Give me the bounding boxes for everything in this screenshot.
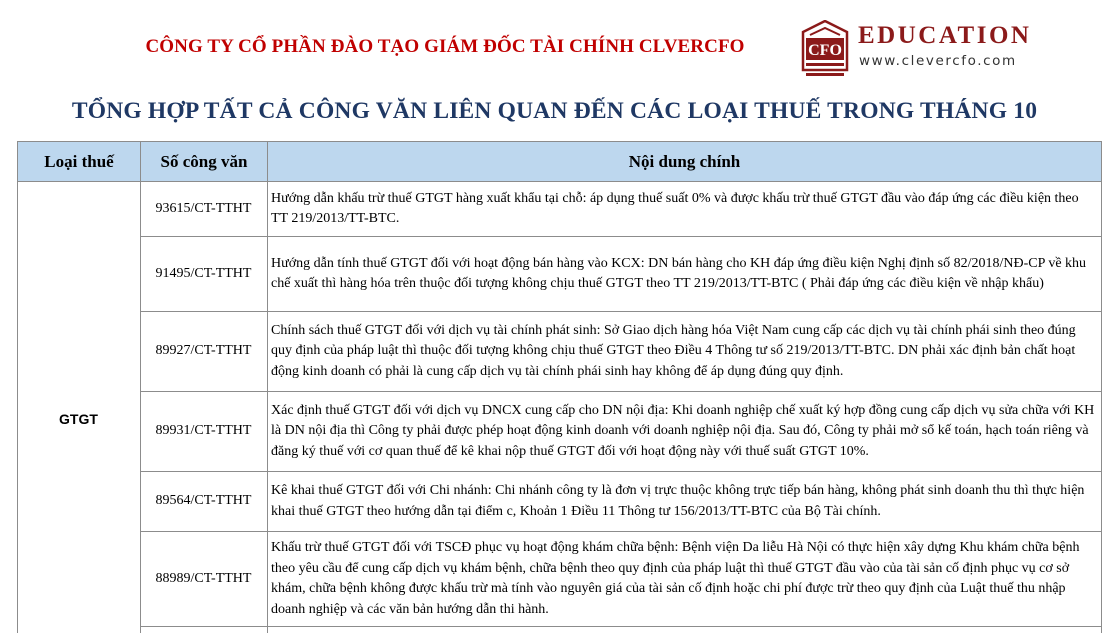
cfo-shield-logo-icon [800,20,850,78]
table-row [18,627,1102,633]
table-row [18,237,1102,312]
table-row [18,182,1102,237]
document-number-cell: 89931/CT-TTHT [141,392,268,472]
document-number-cell: 89927/CT-TTHT [141,312,268,392]
logo-url: www.clevercfo.com [859,53,1017,69]
document-number-cell: 88989/CT-TTHT [141,532,268,627]
table-row [18,532,1102,627]
table-row [18,472,1102,532]
document-content-cell: Chính sách thuế GTGT đối với dịch vụ tài chính phát sinh: Sở Giao dịch hàng hóa Việt Nam cung cấp các dịch vụ tài chính phái sinh theo đúng quy định của pháp luật thì thuộc đối tượng không chịu thuế GTGT theo Điều 4 Thông tư số 219/2013/TT-BTC. DN phải xác định bản chất hoạt động kinh doanh có phải là cung cấp dịch vụ tài chính phái sinh hay không để áp dụng đúng quy định. [268,312,1102,392]
logo-badge-text: CFO [808,42,842,59]
document-content-cell: Khấu trừ thuế GTGT đối với TSCĐ phục vụ hoạt động khám chữa bệnh: Bệnh viện Da liễu Hà Nội có thực hiện xây dựng Khu khám chữa bệnh theo yêu cầu để cung cấp dịch vụ khám bệnh, chữa bệnh theo quy định của pháp luật thì thuế GTGT đầu vào của tài sản cố định phục vụ cơ sở khám, chữa bệnh không được khấu trừ mà tính vào nguyên giá của tài sản cố định hoặc chi phí được trừ theo quy định của Luật thuế thu nhập doanh nghiệp và các văn bản hướng dẫn thi hành. [268,532,1102,627]
document-content-cell: Hướng dẫn tính thuế GTGT đối với hoạt động bán hàng vào KCX: DN bán hàng cho KH đáp ứng điều kiện Nghị định số 82/2018/NĐ-CP về khu chế xuất thì hàng hóa trên thuộc đối tượng không chịu thuế GTGT theo TT 219/2013/TT-BTC ( Phải đáp ứng các điều kiện về nhập khẩu) [268,237,1102,312]
logo-title: EDUCATION [858,22,1032,49]
tax-documents-table [17,141,1102,633]
tax-type-cell: GTGT [18,182,141,633]
document-number-cell [141,627,268,633]
document-content-cell [268,627,1102,633]
document-content-cell: Xác định thuế GTGT đối với dịch vụ DNCX cung cấp cho DN nội địa: Khi doanh nghiệp chế xuất ký hợp đồng cung cấp dịch vụ sửa chữa với KH là DN nội địa thì Công ty phải được phép hoạt động kinh doanh với doanh nghiệp nội địa. Sau đó, Công ty phải mở sổ kế toán, hạch toán riêng và đăng ký thuế với cơ quan thuế để kê khai nộp thuế GTGT đối với hoạt động này với thuế suất GTGT 10%. [268,392,1102,472]
cfo-education-logo [800,20,1100,82]
column-header-main-content: Nội dung chính [268,142,1102,182]
document-number-cell: 93615/CT-TTHT [141,182,268,237]
document-content-cell: Hướng dẫn khấu trừ thuế GTGT hàng xuất khẩu tại chỗ: áp dụng thuế suất 0% và được khấu trừ thuế GTGT đầu vào đáp ứng các điều kiện theo TT 219/2013/TT-BTC. [268,182,1102,237]
table-row [18,392,1102,472]
company-name: CÔNG TY CỔ PHẦN ĐÀO TẠO GIÁM ĐỐC TÀI CHÍNH CLVERCFO [145,36,745,57]
column-header-document-number: Số công văn [141,142,268,182]
column-header-tax-type: Loại thuế [18,142,141,182]
table-row [18,312,1102,392]
page-title: TỔNG HỢP TẤT CẢ CÔNG VĂN LIÊN QUAN ĐẾN CÁC LOẠI THUẾ TRONG THÁNG 10 [71,98,1038,124]
document-number-cell: 89564/CT-TTHT [141,472,268,532]
document-content-cell: Kê khai thuế GTGT đối với Chi nhánh: Chi nhánh công ty là đơn vị trực thuộc không trực tiếp bán hàng, không phát sinh doanh thu thì thực hiện khai thuế GTGT theo hướng dẫn tại điểm c, Khoản 1 Điều 11 Thông tư 156/2013/TT-BTC của Bộ Tài chính. [268,472,1102,532]
document-number-cell: 91495/CT-TTHT [141,237,268,312]
table-header-row [18,142,1102,182]
